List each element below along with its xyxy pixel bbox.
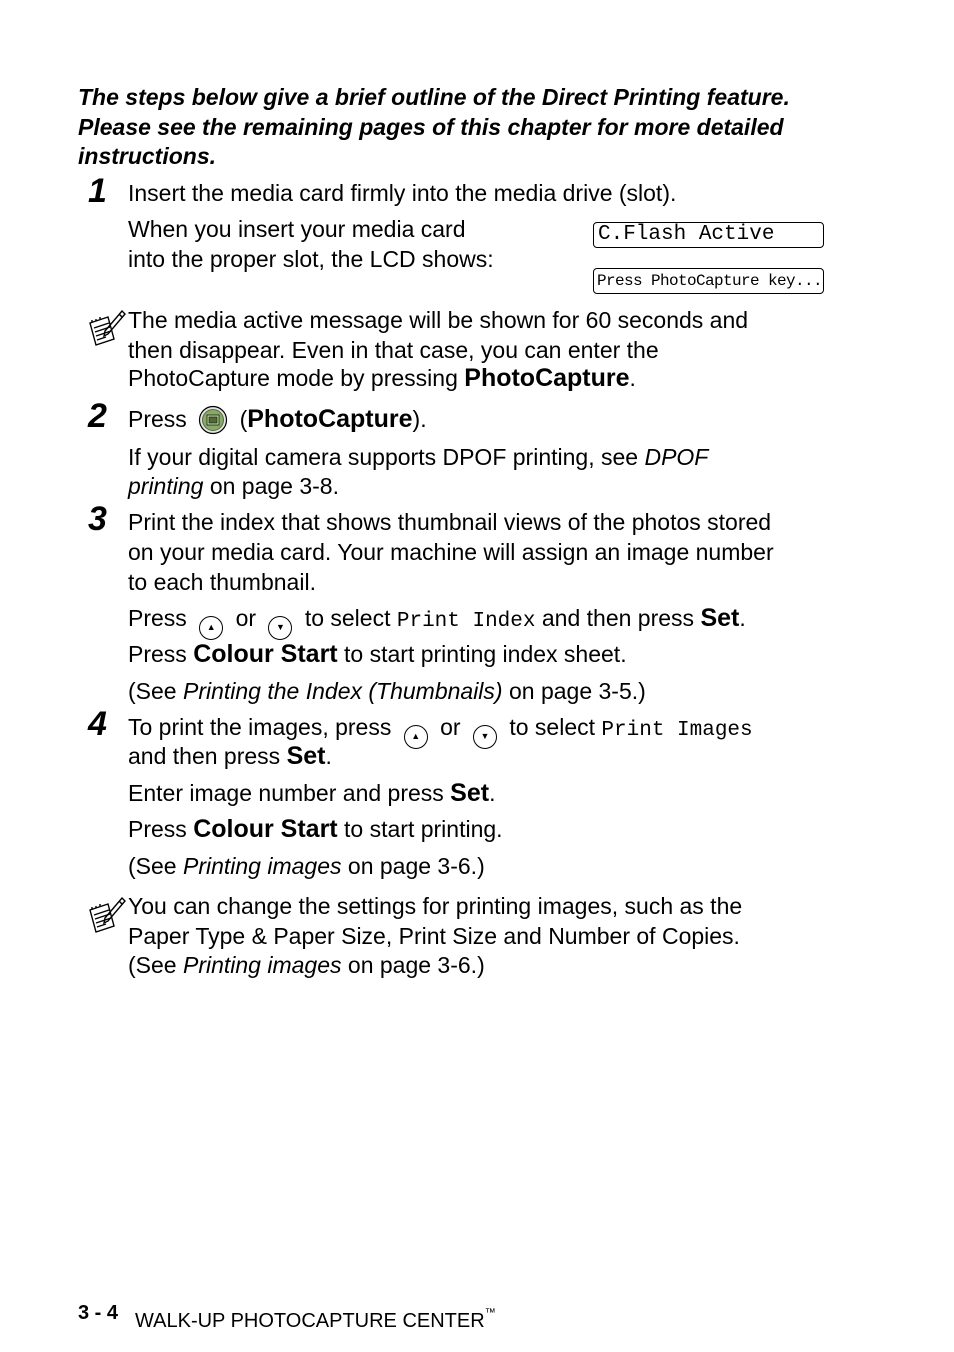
step-2-dpof-link: DPOF	[644, 444, 709, 470]
step-3-line1: Print the index that shows thumbnail views of the photos stored	[128, 509, 772, 535]
step-4-set2-label: Set	[450, 779, 490, 807]
step-4-press2: Press	[128, 816, 187, 842]
step-number-3: 3	[88, 500, 107, 538]
step-3-then-press: and then press	[541, 605, 695, 631]
intro-paragraph: The steps below give a brief outline of the Direct Printing feature. Please see the remaining pages of this chapter for more detailed instructions.	[78, 84, 790, 169]
step-4-lead: To print the images, press	[128, 714, 392, 740]
step-2-sub-line1	[128, 442, 708, 472]
note-2-see-open: (See	[128, 952, 177, 978]
note-1-line3	[128, 363, 636, 393]
step-number-2: 2	[88, 397, 107, 435]
step-3-press: Press	[128, 605, 187, 631]
step-4-to-select: to select	[509, 714, 596, 740]
down-arrow-button-icon: ▼	[473, 725, 497, 749]
step-3-see-open: (See	[128, 678, 177, 704]
step-3-line3: to each thumbnail.	[128, 569, 316, 595]
step-3-start-tail: to start printing index sheet.	[344, 641, 627, 667]
note-1-line3-text: PhotoCapture mode by pressing	[128, 365, 458, 391]
step-3-colour-start-label: Colour Start	[193, 640, 338, 668]
note-pencil-icon	[86, 309, 126, 354]
step-3-see-link: Printing the Index (Thumbnails)	[182, 678, 503, 704]
step-2-press: Press	[128, 406, 187, 432]
step-2-line	[128, 404, 427, 435]
step-number-1: 1	[88, 172, 107, 210]
lcd-line-1: C.Flash Active	[593, 222, 824, 248]
note-1-line1: The media active message will be shown for 60 seconds and	[128, 307, 749, 333]
step-2-photocapture-label: PhotoCapture	[247, 405, 413, 433]
step-3-see-tail: on page 3-5.)	[508, 678, 646, 704]
step-4-see-link: Printing images	[182, 853, 342, 879]
note-2-see-line	[128, 950, 485, 980]
note-1-line2: then disappear. Even in that case, you can enter the	[128, 337, 659, 363]
footer-trademark: ™	[484, 1307, 496, 1319]
step-4-line2	[128, 741, 332, 771]
step-2-paren-open: (	[239, 406, 248, 432]
step-4-option-print-images: Print Images	[601, 719, 753, 742]
step-2-printing-link: printing	[128, 473, 204, 499]
step-3-to-select: to select	[304, 605, 391, 631]
step-1-sub-line2: into the proper slot, the LCD shows:	[128, 246, 494, 272]
up-arrow-button-icon: ▲	[199, 616, 223, 640]
photocapture-button-icon	[197, 405, 229, 435]
step-1-sub-line1: When you insert your media card	[128, 216, 466, 242]
note-2-see-tail: on page 3-6.)	[347, 952, 485, 978]
step-4-start-tail: to start printing.	[344, 816, 503, 842]
lcd-line-2: Press PhotoCapture key...	[593, 268, 824, 294]
note-2-see-link: Printing images	[182, 952, 342, 978]
step-3-line2: on your media card. Your machine will assign an image number	[128, 539, 774, 565]
step-4-see-open: (See	[128, 853, 177, 879]
step-2-sub-a: If your digital camera supports DPOF printing, see	[128, 444, 639, 470]
note-2-line1: You can change the settings for printing images, such as the	[128, 893, 743, 919]
step-2-paren-close: ).	[412, 406, 427, 432]
step-4-start-line	[128, 814, 503, 844]
step-3-press2: Press	[128, 641, 187, 667]
step-3-select-line	[128, 603, 746, 640]
step-2-sub-line2	[128, 471, 339, 501]
step-3-see-line	[128, 676, 646, 706]
up-arrow-button-icon: ▲	[404, 725, 428, 749]
footer-page-number: 3 - 4	[78, 1302, 119, 1324]
down-arrow-button-icon: ▼	[268, 616, 292, 640]
step-4-enter-line	[128, 778, 495, 808]
note-1-photocapture-label: PhotoCapture	[464, 364, 630, 392]
step-3-set-label: Set	[700, 604, 740, 632]
step-4-set-label: Set	[286, 742, 326, 770]
step-4-period2: .	[489, 780, 496, 806]
step-4-or: or	[440, 714, 461, 740]
step-3-start-line	[128, 639, 627, 669]
step-4-see-tail: on page 3-6.)	[347, 853, 485, 879]
step-3-option-print-index: Print Index	[396, 610, 536, 633]
step-2-sub-b: on page 3-8.	[209, 473, 339, 499]
step-number-4: 4	[88, 705, 107, 743]
step-3-or: or	[235, 605, 257, 631]
footer-title-text: WALK-UP PHOTOCAPTURE CENTER	[135, 1310, 485, 1332]
step-1-text: Insert the media card firmly into the media drive (slot).	[128, 180, 677, 206]
step-3-period: .	[739, 605, 746, 631]
note-1-period: .	[629, 365, 636, 391]
step-4-then-press: and then press	[128, 743, 281, 769]
footer-chapter-title	[135, 1301, 496, 1333]
step-4-colour-start-label: Colour Start	[193, 815, 338, 843]
note-2-line2: Paper Type & Paper Size, Print Size and Number of Copies.	[128, 923, 740, 949]
step-4-enter: Enter image number and press	[128, 780, 444, 806]
step-4-period: .	[325, 743, 332, 769]
step-4-see-line	[128, 851, 485, 881]
note-pencil-icon	[86, 896, 126, 941]
